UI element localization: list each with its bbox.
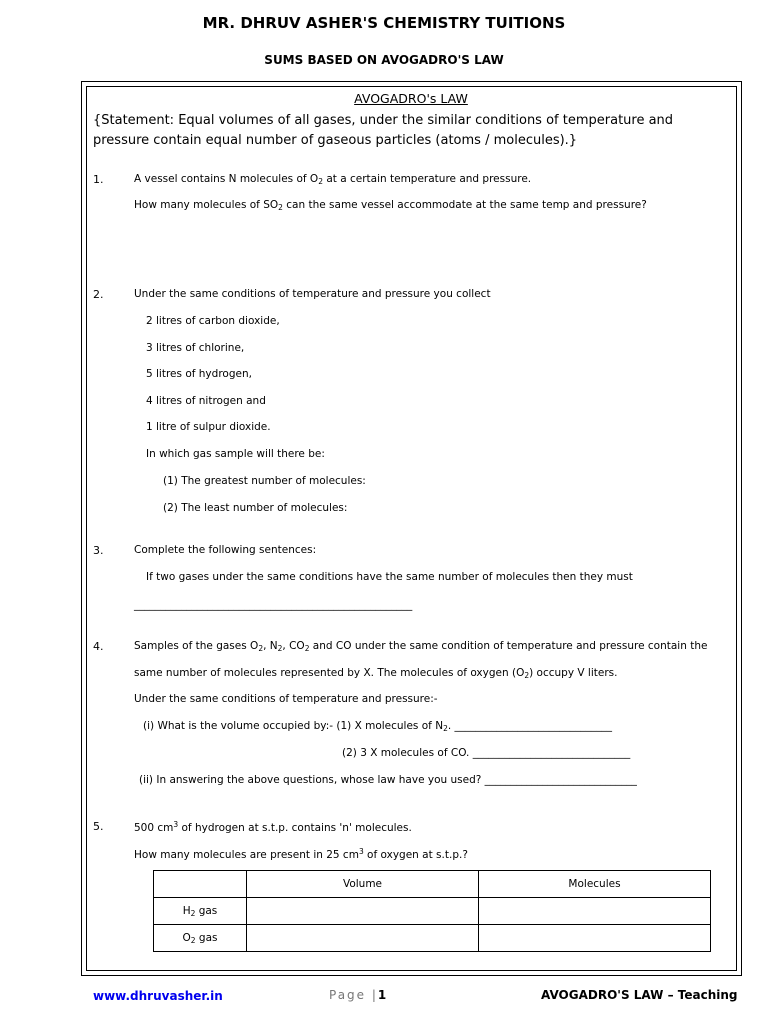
- page-number: Page |1: [329, 988, 389, 1002]
- q4-line-5: (2) 3 X molecules of CO. ______________________________: [342, 747, 631, 759]
- q1-line-1: A vessel contains N molecules of $O_2$ at a certain temperature and pressure.: [134, 173, 532, 186]
- q3-sentence: If two gases under the same conditions have the same number of molecules then they must: [146, 571, 633, 583]
- q4-line-1: Samples of the gases $O_2$, $N_2$, $CO_2$ and CO under the same condition of temperature and pressure contain the: [134, 640, 708, 653]
- table-header-cell: Molecules: [479, 871, 711, 898]
- q2-item: 3 litres of chlorine,: [146, 342, 245, 354]
- q4-line-4: (i) What is the volume occupied by:- (1) X molecules of $N_2$. ______________________________: [143, 720, 613, 733]
- q1-line-2: How many molecules of $SO_2$ can the same vessel accommodate at the same temp and pressure?: [134, 199, 647, 212]
- q3-intro: Complete the following sentences:: [134, 544, 317, 556]
- table-row: [154, 898, 711, 925]
- website-link[interactable]: www.dhruvasher.in: [93, 989, 223, 1003]
- q2-number: 2.: [93, 288, 104, 301]
- table-header-cell: Volume: [247, 871, 479, 898]
- molecules-cell[interactable]: [479, 925, 711, 952]
- footer-topic: AVOGADRO'S LAW – Teaching: [541, 988, 738, 1002]
- q3-answer-blank: _____________________________________________________: [134, 599, 413, 611]
- q2-item: 2 litres of carbon dioxide,: [146, 315, 280, 327]
- q5-line-1: 500 $cm^3$ of hydrogen at s.t.p. contains 'n' molecules.: [134, 820, 412, 834]
- q2-item: 5 litres of hydrogen,: [146, 368, 252, 380]
- table-header-row: [154, 871, 711, 898]
- row-label-h2: $H_2$ gas: [154, 898, 247, 925]
- q2-part: (2) The least number of molecules:: [163, 502, 348, 514]
- molecules-cell[interactable]: [479, 898, 711, 925]
- q2-question: In which gas sample will there be:: [146, 448, 325, 460]
- page-subtitle: SUMS BASED ON AVOGADRO'S LAW: [264, 53, 504, 67]
- q4-line-6: (ii) In answering the above questions, whose law have you used? _____________________________: [139, 774, 637, 786]
- q4-number: 4.: [93, 640, 104, 653]
- row-label-o2: $O_2$ gas: [154, 925, 247, 952]
- q2-item: 4 litres of nitrogen and: [146, 395, 266, 407]
- q5-number: 5.: [93, 820, 104, 833]
- q2-intro: Under the same conditions of temperature and pressure you collect: [134, 288, 491, 300]
- volume-cell[interactable]: [247, 925, 479, 952]
- q3-number: 3.: [93, 544, 104, 557]
- q5-line-2: How many molecules are present in 25 $cm^3$ of oxygen at s.t.p.?: [134, 847, 468, 861]
- volume-cell[interactable]: [247, 898, 479, 925]
- page-title: MR. DHRUV ASHER'S CHEMISTRY TUITIONS: [202, 14, 566, 32]
- table-row: [154, 925, 711, 952]
- q1-number: 1.: [93, 173, 104, 186]
- law-title: AVOGADRO's LAW: [354, 91, 468, 106]
- inner-border: [86, 86, 737, 971]
- q2-item: 1 litre of sulpur dioxide.: [146, 421, 271, 433]
- q4-line-3: Under the same conditions of temperature and pressure:-: [134, 693, 438, 705]
- table-header-cell: [154, 871, 247, 898]
- q2-part: (1) The greatest number of molecules:: [163, 475, 366, 487]
- q4-line-2: same number of molecules represented by X. The molecules of oxygen $(O_2)$ occupy V liters.: [134, 667, 618, 680]
- answer-table: [153, 870, 711, 952]
- law-statement: {Statement: Equal volumes of all gases, under the similar conditions of temperature and pressure contain equal number of gaseous particles (atoms / molecules).}: [93, 113, 674, 148]
